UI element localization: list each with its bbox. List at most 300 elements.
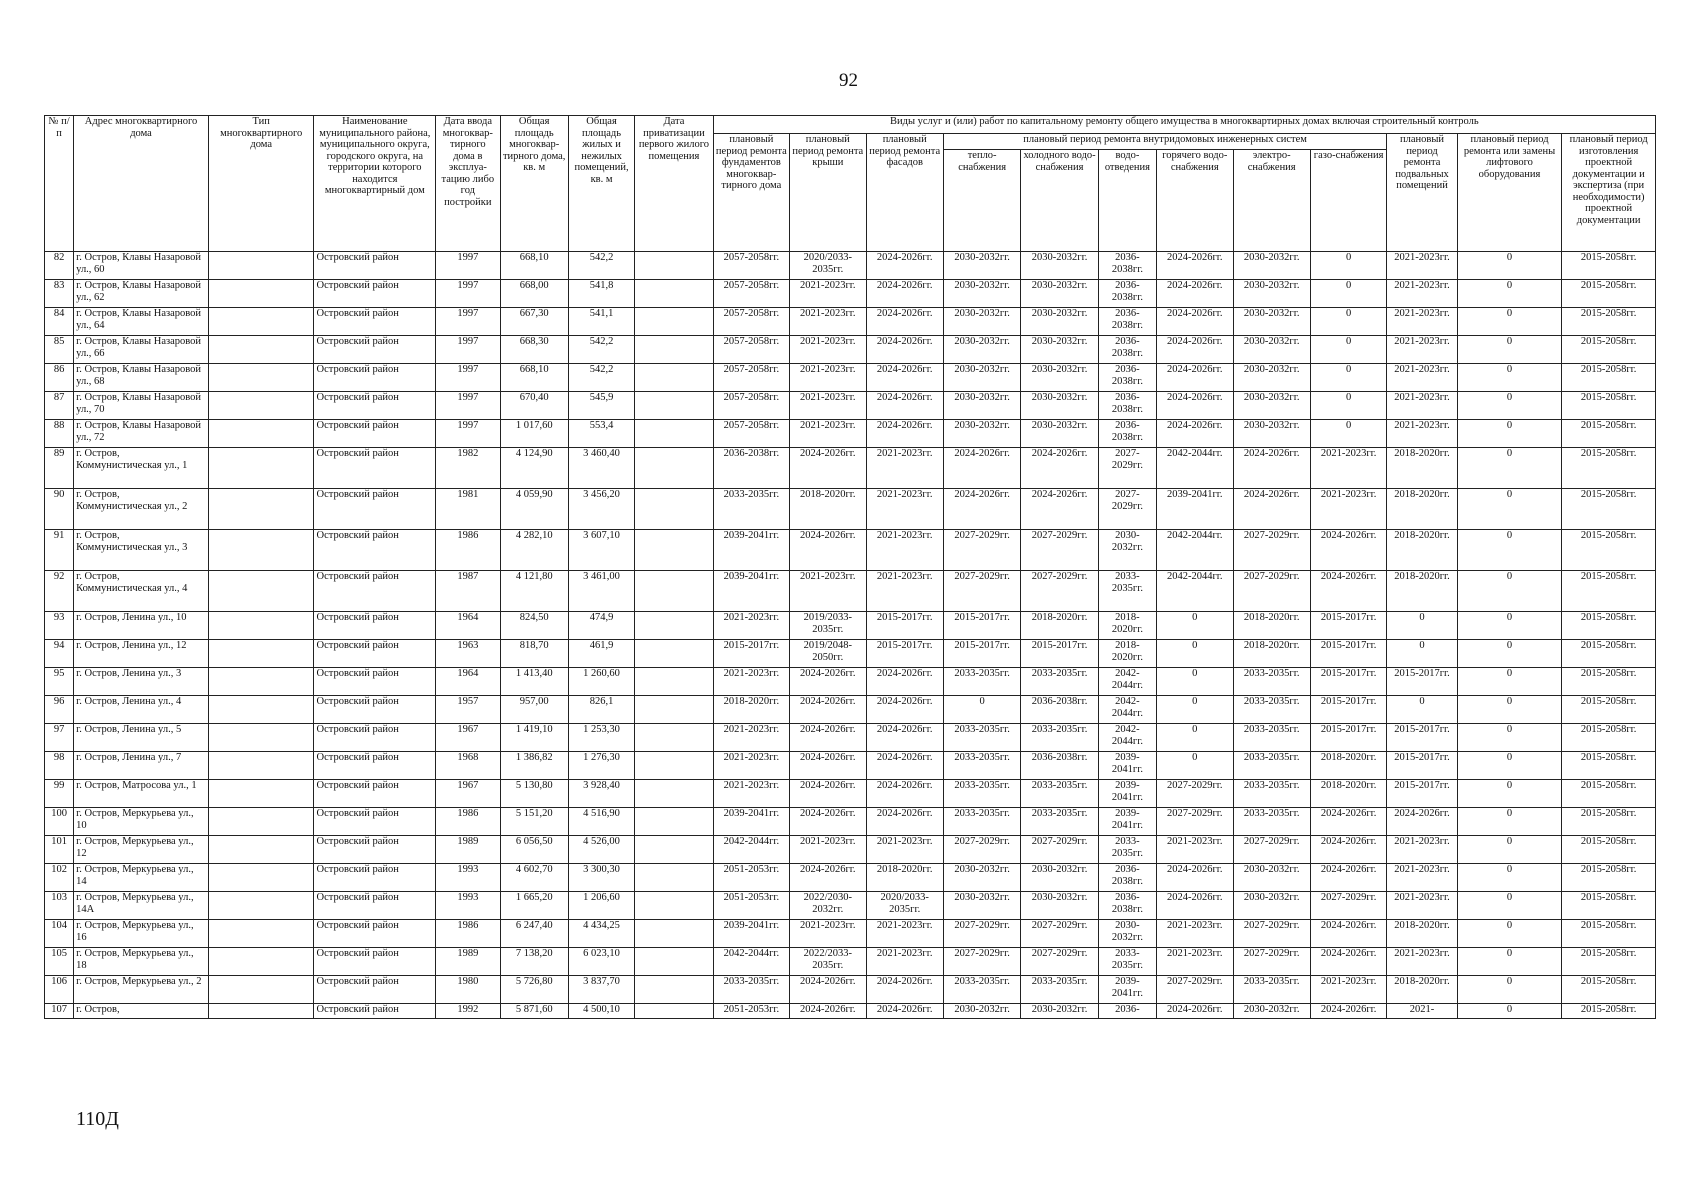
- cell-gas: 2024-2026гг.: [1310, 530, 1386, 571]
- cell-design-docs: 2015-2058гг.: [1562, 1004, 1656, 1019]
- cell-facade: 2021-2023гг.: [866, 920, 943, 948]
- cell-electricity: 2018-2020гг.: [1233, 640, 1310, 668]
- cell-drainage: 2039-2041гг.: [1098, 780, 1156, 808]
- cell-heat: 2030-2032гг.: [943, 1004, 1020, 1019]
- cell-heat: 2024-2026гг.: [943, 448, 1020, 489]
- cell-living-area: 4 500,10: [568, 1004, 634, 1019]
- cell-address: г. Остров, Клавы Назаровой ул., 70: [74, 392, 209, 420]
- cell-heat: 2033-2035гг.: [943, 808, 1020, 836]
- cell-living-area: 826,1: [568, 696, 634, 724]
- cell-roof: 2021-2023гг.: [790, 308, 866, 336]
- cell-total-area: 5 871,60: [500, 1004, 568, 1019]
- cell-elevator: 0: [1457, 392, 1562, 420]
- cell-privatization: [635, 668, 713, 696]
- cell-heat: 2030-2032гг.: [943, 252, 1020, 280]
- cell-drainage: 2039-2041гг.: [1098, 808, 1156, 836]
- cell-num: 88: [45, 420, 74, 448]
- cell-cold-water: 2024-2026гг.: [1021, 448, 1098, 489]
- cell-year: 1993: [436, 892, 500, 920]
- cell-elevator: 0: [1457, 836, 1562, 864]
- cell-foundation: 2021-2023гг.: [713, 752, 789, 780]
- cell-gas: 0: [1310, 392, 1386, 420]
- cell-total-area: 957,00: [500, 696, 568, 724]
- cell-gas: 0: [1310, 252, 1386, 280]
- footer-code: 110Д: [76, 1108, 119, 1130]
- cell-facade: 2021-2023гг.: [866, 489, 943, 530]
- cell-facade: 2024-2026гг.: [866, 280, 943, 308]
- cell-privatization: [635, 364, 713, 392]
- cell-roof: 2024-2026гг.: [790, 696, 866, 724]
- cell-district: Островский район: [314, 364, 436, 392]
- cell-heat: 2027-2029гг.: [943, 530, 1020, 571]
- cell-elevator: 0: [1457, 489, 1562, 530]
- cell-design-docs: 2015-2058гг.: [1562, 724, 1656, 752]
- cell-foundation: 2057-2058гг.: [713, 364, 789, 392]
- table-row: [45, 530, 1656, 571]
- table-row: [45, 836, 1656, 864]
- cell-type: [208, 724, 314, 752]
- cell-living-area: 541,8: [568, 280, 634, 308]
- table-row: [45, 780, 1656, 808]
- table-row: [45, 252, 1656, 280]
- cell-roof: 2021-2023гг.: [790, 336, 866, 364]
- cell-gas: 2024-2026гг.: [1310, 836, 1386, 864]
- cell-roof: 2019/2033-2035гг.: [790, 612, 866, 640]
- cell-year: 1982: [436, 448, 500, 489]
- cell-privatization: [635, 920, 713, 948]
- cell-privatization: [635, 252, 713, 280]
- cell-hot-water: 2024-2026гг.: [1157, 336, 1233, 364]
- cell-address: г. Остров, Меркурьева ул., 16: [74, 920, 209, 948]
- cell-hot-water: 2021-2023гг.: [1157, 836, 1233, 864]
- cell-year: 1964: [436, 668, 500, 696]
- cell-num: 85: [45, 336, 74, 364]
- cell-foundation: 2051-2053гг.: [713, 892, 789, 920]
- cell-design-docs: 2015-2058гг.: [1562, 571, 1656, 612]
- cell-total-area: 4 059,90: [500, 489, 568, 530]
- cell-roof: 2024-2026гг.: [790, 808, 866, 836]
- cell-num: 106: [45, 976, 74, 1004]
- cell-gas: 0: [1310, 280, 1386, 308]
- cell-drainage: 2027-2029гг.: [1098, 489, 1156, 530]
- cell-drainage: 2036-: [1098, 1004, 1156, 1019]
- cell-design-docs: 2015-2058гг.: [1562, 864, 1656, 892]
- cell-privatization: [635, 612, 713, 640]
- cell-foundation: 2015-2017гг.: [713, 640, 789, 668]
- cell-address: г. Остров, Клавы Назаровой ул., 64: [74, 308, 209, 336]
- cell-living-area: 1 276,30: [568, 752, 634, 780]
- cell-design-docs: 2015-2058гг.: [1562, 280, 1656, 308]
- cell-design-docs: 2015-2058гг.: [1562, 308, 1656, 336]
- cell-elevator: 0: [1457, 724, 1562, 752]
- cell-address: г. Остров, Меркурьева ул., 18: [74, 948, 209, 976]
- cell-design-docs: 2015-2058гг.: [1562, 892, 1656, 920]
- cell-year: 1968: [436, 752, 500, 780]
- cell-privatization: [635, 1004, 713, 1019]
- cell-district: Островский район: [314, 640, 436, 668]
- cell-heat: 2033-2035гг.: [943, 976, 1020, 1004]
- cell-cold-water: 2027-2029гг.: [1021, 920, 1098, 948]
- table-row: [45, 448, 1656, 489]
- cell-address: г. Остров, Меркурьева ул., 14А: [74, 892, 209, 920]
- cell-roof: 2024-2026гг.: [790, 1004, 866, 1019]
- header-drainage: водо-отведения: [1098, 150, 1156, 252]
- cell-hot-water: 2024-2026гг.: [1157, 420, 1233, 448]
- cell-hot-water: 2042-2044гг.: [1157, 448, 1233, 489]
- cell-basement: 2021-2023гг.: [1387, 252, 1457, 280]
- cell-privatization: [635, 836, 713, 864]
- header-foundation: плановый период ремонта фундаментов многоквар-тирного дома: [713, 134, 789, 252]
- cell-heat: 2030-2032гг.: [943, 892, 1020, 920]
- cell-roof: 2021-2023гг.: [790, 571, 866, 612]
- cell-roof: 2019/2048-2050гг.: [790, 640, 866, 668]
- cell-facade: 2024-2026гг.: [866, 696, 943, 724]
- table-row: [45, 948, 1656, 976]
- cell-facade: 2024-2026гг.: [866, 1004, 943, 1019]
- table-row: [45, 308, 1656, 336]
- table-row: [45, 892, 1656, 920]
- cell-address: г. Остров, Клавы Назаровой ул., 60: [74, 252, 209, 280]
- cell-electricity: 2030-2032гг.: [1233, 392, 1310, 420]
- cell-privatization: [635, 489, 713, 530]
- cell-hot-water: 0: [1157, 668, 1233, 696]
- cell-living-area: 3 837,70: [568, 976, 634, 1004]
- cell-drainage: 2018-2020гг.: [1098, 612, 1156, 640]
- cell-foundation: 2057-2058гг.: [713, 252, 789, 280]
- cell-district: Островский район: [314, 724, 436, 752]
- cell-drainage: 2027-2029гг.: [1098, 448, 1156, 489]
- cell-elevator: 0: [1457, 780, 1562, 808]
- cell-elevator: 0: [1457, 976, 1562, 1004]
- cell-total-area: 668,00: [500, 280, 568, 308]
- cell-type: [208, 948, 314, 976]
- cell-hot-water: 2027-2029гг.: [1157, 976, 1233, 1004]
- cell-foundation: 2051-2053гг.: [713, 1004, 789, 1019]
- header-privatization: Дата приватизации первого жилого помещения: [635, 116, 713, 252]
- cell-heat: 2015-2017гг.: [943, 612, 1020, 640]
- cell-cold-water: 2027-2029гг.: [1021, 836, 1098, 864]
- cell-privatization: [635, 948, 713, 976]
- cell-foundation: 2021-2023гг.: [713, 668, 789, 696]
- cell-gas: 2024-2026гг.: [1310, 948, 1386, 976]
- cell-drainage: 2042-2044гг.: [1098, 724, 1156, 752]
- cell-drainage: 2036-2038гг.: [1098, 420, 1156, 448]
- cell-total-area: 5 130,80: [500, 780, 568, 808]
- cell-privatization: [635, 420, 713, 448]
- cell-heat: 2030-2032гг.: [943, 392, 1020, 420]
- cell-cold-water: 2030-2032гг.: [1021, 280, 1098, 308]
- cell-drainage: 2039-2041гг.: [1098, 752, 1156, 780]
- cell-hot-water: 2039-2041гг.: [1157, 489, 1233, 530]
- cell-heat: 2030-2032гг.: [943, 308, 1020, 336]
- cell-hot-water: 2024-2026гг.: [1157, 892, 1233, 920]
- cell-num: 104: [45, 920, 74, 948]
- cell-heat: 2030-2032гг.: [943, 864, 1020, 892]
- cell-design-docs: 2015-2058гг.: [1562, 696, 1656, 724]
- cell-roof: 2021-2023гг.: [790, 420, 866, 448]
- cell-facade: 2024-2026гг.: [866, 364, 943, 392]
- cell-foundation: 2021-2023гг.: [713, 612, 789, 640]
- cell-living-area: 542,2: [568, 364, 634, 392]
- cell-total-area: 1 413,40: [500, 668, 568, 696]
- cell-elevator: 0: [1457, 612, 1562, 640]
- cell-design-docs: 2015-2058гг.: [1562, 530, 1656, 571]
- cell-num: 87: [45, 392, 74, 420]
- cell-privatization: [635, 808, 713, 836]
- cell-elevator: 0: [1457, 640, 1562, 668]
- cell-living-area: 1 260,60: [568, 668, 634, 696]
- cell-privatization: [635, 864, 713, 892]
- cell-type: [208, 530, 314, 571]
- cell-elevator: 0: [1457, 808, 1562, 836]
- cell-address: г. Остров, Клавы Назаровой ул., 62: [74, 280, 209, 308]
- cell-basement: 2015-2017гг.: [1387, 752, 1457, 780]
- cell-district: Островский район: [314, 612, 436, 640]
- cell-drainage: 2033-2035гг.: [1098, 836, 1156, 864]
- cell-gas: 2021-2023гг.: [1310, 448, 1386, 489]
- cell-total-area: 1 419,10: [500, 724, 568, 752]
- cell-roof: 2020/2033-2035гг.: [790, 252, 866, 280]
- cell-basement: 2021-2023гг.: [1387, 948, 1457, 976]
- cell-gas: 2015-2017гг.: [1310, 724, 1386, 752]
- cell-roof: 2024-2026гг.: [790, 752, 866, 780]
- cell-basement: 0: [1387, 696, 1457, 724]
- table-row: [45, 668, 1656, 696]
- cell-address: г. Остров, Коммунистическая ул., 3: [74, 530, 209, 571]
- cell-design-docs: 2015-2058гг.: [1562, 640, 1656, 668]
- cell-facade: 2015-2017гг.: [866, 612, 943, 640]
- cell-district: Островский район: [314, 530, 436, 571]
- cell-heat: 2033-2035гг.: [943, 752, 1020, 780]
- cell-type: [208, 752, 314, 780]
- cell-electricity: 2030-2032гг.: [1233, 864, 1310, 892]
- cell-total-area: 7 138,20: [500, 948, 568, 976]
- cell-address: г. Остров, Коммунистическая ул., 2: [74, 489, 209, 530]
- cell-basement: 2018-2020гг.: [1387, 530, 1457, 571]
- cell-living-area: 6 023,10: [568, 948, 634, 976]
- cell-privatization: [635, 696, 713, 724]
- cell-address: г. Остров, Матросова ул., 1: [74, 780, 209, 808]
- cell-basement: 2015-2017гг.: [1387, 668, 1457, 696]
- cell-facade: 2020/2033-2035гг.: [866, 892, 943, 920]
- cell-hot-water: 2024-2026гг.: [1157, 364, 1233, 392]
- cell-facade: 2021-2023гг.: [866, 948, 943, 976]
- cell-total-area: 6 247,40: [500, 920, 568, 948]
- cell-num: 105: [45, 948, 74, 976]
- cell-living-area: 4 516,90: [568, 808, 634, 836]
- cell-address: г. Остров, Меркурьева ул., 12: [74, 836, 209, 864]
- cell-heat: 2033-2035гг.: [943, 724, 1020, 752]
- cell-basement: 2021-2023гг.: [1387, 392, 1457, 420]
- cell-privatization: [635, 280, 713, 308]
- cell-type: [208, 864, 314, 892]
- cell-basement: 2021-2023гг.: [1387, 308, 1457, 336]
- cell-num: 91: [45, 530, 74, 571]
- cell-address: г. Остров, Меркурьева ул., 2: [74, 976, 209, 1004]
- cell-electricity: 2033-2035гг.: [1233, 724, 1310, 752]
- cell-year: 1980: [436, 976, 500, 1004]
- cell-cold-water: 2033-2035гг.: [1021, 976, 1098, 1004]
- cell-electricity: 2024-2026гг.: [1233, 448, 1310, 489]
- cell-electricity: 2030-2032гг.: [1233, 892, 1310, 920]
- cell-foundation: 2021-2023гг.: [713, 780, 789, 808]
- cell-num: 99: [45, 780, 74, 808]
- cell-living-area: 1 206,60: [568, 892, 634, 920]
- cell-num: 96: [45, 696, 74, 724]
- cell-district: Островский район: [314, 308, 436, 336]
- cell-hot-water: 2042-2044гг.: [1157, 530, 1233, 571]
- cell-gas: 2024-2026гг.: [1310, 864, 1386, 892]
- header-elevator: плановый период ремонта или замены лифтового оборудования: [1457, 134, 1562, 252]
- cell-hot-water: 2024-2026гг.: [1157, 308, 1233, 336]
- cell-electricity: 2033-2035гг.: [1233, 752, 1310, 780]
- cell-address: г. Остров, Клавы Назаровой ул., 68: [74, 364, 209, 392]
- cell-basement: 2018-2020гг.: [1387, 571, 1457, 612]
- cell-heat: 2015-2017гг.: [943, 640, 1020, 668]
- cell-district: Островский район: [314, 864, 436, 892]
- cell-privatization: [635, 571, 713, 612]
- cell-year: 1987: [436, 571, 500, 612]
- cell-type: [208, 420, 314, 448]
- cell-electricity: 2033-2035гг.: [1233, 780, 1310, 808]
- cell-heat: 2033-2035гг.: [943, 668, 1020, 696]
- cell-electricity: 2018-2020гг.: [1233, 612, 1310, 640]
- cell-hot-water: 0: [1157, 612, 1233, 640]
- cell-hot-water: 2024-2026гг.: [1157, 864, 1233, 892]
- cell-electricity: 2030-2032гг.: [1233, 336, 1310, 364]
- cell-roof: 2021-2023гг.: [790, 920, 866, 948]
- cell-elevator: 0: [1457, 308, 1562, 336]
- cell-facade: 2021-2023гг.: [866, 530, 943, 571]
- cell-foundation: 2057-2058гг.: [713, 420, 789, 448]
- cell-type: [208, 392, 314, 420]
- cell-basement: 2021-2023гг.: [1387, 420, 1457, 448]
- cell-total-area: 1 665,20: [500, 892, 568, 920]
- cell-type: [208, 252, 314, 280]
- cell-type: [208, 920, 314, 948]
- cell-cold-water: 2030-2032гг.: [1021, 892, 1098, 920]
- cell-privatization: [635, 336, 713, 364]
- cell-roof: 2021-2023гг.: [790, 392, 866, 420]
- cell-type: [208, 612, 314, 640]
- cell-hot-water: 2021-2023гг.: [1157, 948, 1233, 976]
- cell-num: 102: [45, 864, 74, 892]
- table-row: [45, 1004, 1656, 1019]
- header-num: № п/п: [45, 116, 74, 252]
- cell-address: г. Остров, Ленина ул., 12: [74, 640, 209, 668]
- cell-district: Островский район: [314, 1004, 436, 1019]
- cell-address: г. Остров, Коммунистическая ул., 1: [74, 448, 209, 489]
- cell-address: г. Остров, Клавы Назаровой ул., 72: [74, 420, 209, 448]
- cell-total-area: 670,40: [500, 392, 568, 420]
- cell-total-area: 824,50: [500, 612, 568, 640]
- cell-design-docs: 2015-2058гг.: [1562, 920, 1656, 948]
- table-row: [45, 724, 1656, 752]
- cell-num: 90: [45, 489, 74, 530]
- cell-roof: 2021-2023гг.: [790, 364, 866, 392]
- cell-district: Островский район: [314, 808, 436, 836]
- cell-total-area: 4 124,90: [500, 448, 568, 489]
- cell-num: 82: [45, 252, 74, 280]
- cell-electricity: 2030-2032гг.: [1233, 364, 1310, 392]
- cell-foundation: 2021-2023гг.: [713, 724, 789, 752]
- cell-total-area: 4 282,10: [500, 530, 568, 571]
- cell-foundation: 2039-2041гг.: [713, 571, 789, 612]
- cell-hot-water: 0: [1157, 696, 1233, 724]
- cell-year: 1989: [436, 836, 500, 864]
- cell-district: Островский район: [314, 280, 436, 308]
- cell-heat: 2027-2029гг.: [943, 571, 1020, 612]
- cell-design-docs: 2015-2058гг.: [1562, 752, 1656, 780]
- cell-design-docs: 2015-2058гг.: [1562, 668, 1656, 696]
- header-year: Дата ввода многоквар-тирного дома в эксплуа-тацию либо год постройки: [436, 116, 500, 252]
- cell-gas: 0: [1310, 308, 1386, 336]
- cell-cold-water: 2030-2032гг.: [1021, 864, 1098, 892]
- cell-living-area: 553,4: [568, 420, 634, 448]
- cell-gas: 2027-2029гг.: [1310, 892, 1386, 920]
- cell-electricity: 2030-2032гг.: [1233, 252, 1310, 280]
- cell-living-area: 541,1: [568, 308, 634, 336]
- cell-facade: 2024-2026гг.: [866, 252, 943, 280]
- cell-hot-water: 2024-2026гг.: [1157, 280, 1233, 308]
- cell-facade: 2024-2026гг.: [866, 780, 943, 808]
- cell-type: [208, 892, 314, 920]
- cell-elevator: 0: [1457, 420, 1562, 448]
- cell-num: 94: [45, 640, 74, 668]
- header-district: Наименование муниципального района, муниципального округа, городского округа, на территории которого находится многоквартирный дом: [314, 116, 436, 252]
- cell-living-area: 542,2: [568, 252, 634, 280]
- cell-design-docs: 2015-2058гг.: [1562, 976, 1656, 1004]
- cell-year: 1989: [436, 948, 500, 976]
- cell-roof: 2021-2023гг.: [790, 836, 866, 864]
- cell-facade: 2015-2017гг.: [866, 640, 943, 668]
- cell-facade: 2024-2026гг.: [866, 976, 943, 1004]
- cell-total-area: 4 121,80: [500, 571, 568, 612]
- cell-basement: 2015-2017гг.: [1387, 780, 1457, 808]
- cell-hot-water: 0: [1157, 752, 1233, 780]
- cell-type: [208, 836, 314, 864]
- cell-heat: 2033-2035гг.: [943, 780, 1020, 808]
- cell-elevator: 0: [1457, 448, 1562, 489]
- cell-year: 1993: [436, 864, 500, 892]
- cell-electricity: 2033-2035гг.: [1233, 976, 1310, 1004]
- cell-electricity: 2033-2035гг.: [1233, 668, 1310, 696]
- cell-electricity: 2024-2026гг.: [1233, 489, 1310, 530]
- cell-hot-water: 2027-2029гг.: [1157, 780, 1233, 808]
- cell-privatization: [635, 308, 713, 336]
- cell-foundation: 2051-2053гг.: [713, 864, 789, 892]
- cell-gas: 2018-2020гг.: [1310, 752, 1386, 780]
- cell-drainage: 2030-2032гг.: [1098, 920, 1156, 948]
- cell-year: 1986: [436, 808, 500, 836]
- page-number: 92: [839, 70, 858, 91]
- cell-privatization: [635, 976, 713, 1004]
- table-row: [45, 420, 1656, 448]
- cell-gas: 0: [1310, 420, 1386, 448]
- cell-hot-water: 0: [1157, 724, 1233, 752]
- table-row: [45, 864, 1656, 892]
- cell-living-area: 542,2: [568, 336, 634, 364]
- cell-drainage: 2036-2038гг.: [1098, 864, 1156, 892]
- cell-year: 1986: [436, 530, 500, 571]
- cell-facade: 2024-2026гг.: [866, 724, 943, 752]
- cell-year: 1967: [436, 724, 500, 752]
- cell-elevator: 0: [1457, 571, 1562, 612]
- cell-foundation: 2057-2058гг.: [713, 392, 789, 420]
- cell-hot-water: 2021-2023гг.: [1157, 920, 1233, 948]
- cell-type: [208, 808, 314, 836]
- cell-basement: 2021-2023гг.: [1387, 336, 1457, 364]
